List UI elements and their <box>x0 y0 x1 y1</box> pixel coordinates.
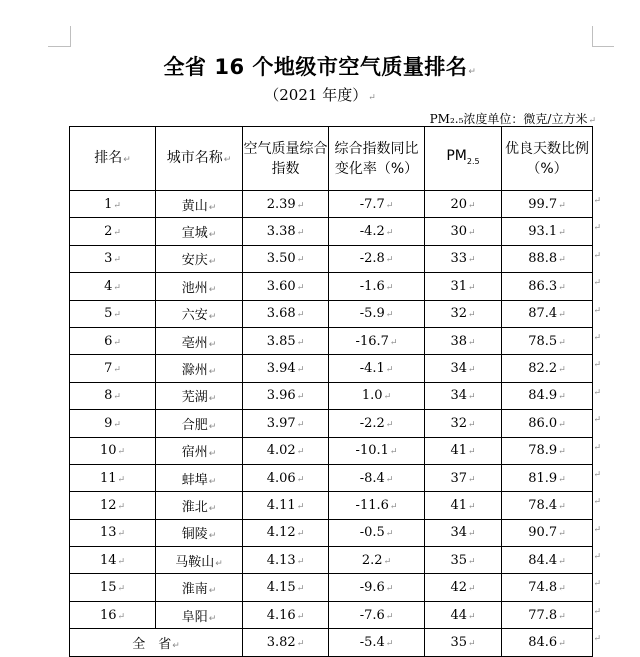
table-row <box>70 601 593 628</box>
cell-city: 马鞍山↵ <box>156 547 243 574</box>
paragraph-mark-icon: ↵ <box>208 394 217 405</box>
paragraph-mark-icon: ↵ <box>172 640 180 651</box>
cell-change: -1.6↵ <box>329 273 425 300</box>
ranking-table <box>69 126 601 657</box>
paragraph-mark-icon: ↵ <box>208 257 217 268</box>
cell-index: 2.39↵ <box>243 191 329 218</box>
cell-change: -5.4↵ <box>329 629 425 656</box>
cell-pm25: 20↵ <box>425 191 502 218</box>
cell-good-days: 86.3↵ ↵ <box>502 273 593 300</box>
paragraph-mark-icon: ↵ <box>113 200 121 211</box>
paragraph-mark-icon: ↵ <box>113 419 121 430</box>
cell-rank: 2↵ <box>70 218 156 245</box>
subtitle-text: （2021 年度） <box>264 86 368 104</box>
table-row <box>70 492 593 519</box>
crop-mark-top-right <box>592 26 593 47</box>
unit-note-text: PM₂.₅浓度单位：微克/立方米 <box>429 112 588 126</box>
cell-index: 3.68↵ <box>243 300 329 327</box>
document-subtitle <box>0 84 640 105</box>
paragraph-mark-icon: ↵ <box>558 611 566 622</box>
cell-good-days: 78.5↵ ↵ <box>502 327 593 354</box>
paragraph-mark-icon: ↵ <box>123 154 131 165</box>
cell-good-days: 78.9↵ ↵ <box>502 437 593 464</box>
table-header-row <box>70 127 593 191</box>
cell-change: -7.7↵ <box>329 191 425 218</box>
paragraph-mark-icon: ↵ <box>468 419 476 430</box>
paragraph-mark-icon: ↵ <box>468 67 477 77</box>
paragraph-mark-icon: ↵ <box>385 529 394 540</box>
cell-good-days: 82.2↵ ↵ <box>502 355 593 382</box>
cell-index: 4.11↵ <box>243 492 329 519</box>
cell-pm25: 34↵ <box>425 382 502 409</box>
cell-rank: 8↵ <box>70 382 156 409</box>
cell-change: -9.6↵ <box>329 574 425 601</box>
paragraph-mark-icon: ↵ <box>296 529 305 540</box>
cell-pm25: 38↵ <box>425 327 502 354</box>
cell-pm25: 41↵ <box>425 437 502 464</box>
paragraph-mark-icon: ↵ <box>385 282 394 293</box>
table-row <box>70 191 593 218</box>
table-row <box>70 547 593 574</box>
paragraph-mark-icon: ↵ <box>558 447 566 458</box>
cell-rank: 11↵ <box>70 464 156 491</box>
paragraph-mark-icon: ↵ <box>208 476 217 487</box>
unit-note <box>430 110 596 127</box>
header-index: 空气质量综合指数 <box>243 127 329 191</box>
row-end-mark-icon: ↵ <box>593 250 601 261</box>
header-rank: 排名↵ <box>70 127 156 191</box>
cell-good-days: 93.1↵ ↵ <box>502 218 593 245</box>
paragraph-mark-icon: ↵ <box>385 638 394 649</box>
row-end-mark-icon: ↵ <box>593 442 601 453</box>
cell-city: 淮北↵ <box>156 492 243 519</box>
row-end-mark-icon: ↵ <box>593 552 601 563</box>
paragraph-mark-icon: ↵ <box>468 255 476 266</box>
paragraph-mark-icon: ↵ <box>385 611 394 622</box>
cell-change: -16.7↵ <box>329 327 425 354</box>
cell-pm25: 31↵ <box>425 273 502 300</box>
paragraph-mark-icon: ↵ <box>296 310 305 321</box>
cell-pm25: 42↵ <box>425 574 502 601</box>
table-row-total <box>70 629 593 656</box>
table-row <box>70 218 593 245</box>
cell-city: 六安↵ <box>156 300 243 327</box>
paragraph-mark-icon: ↵ <box>558 392 566 403</box>
paragraph-mark-icon: ↵ <box>558 310 566 321</box>
cell-good-days: 78.4↵ ↵ <box>502 492 593 519</box>
cell-index: 3.85↵ <box>243 327 329 354</box>
paragraph-mark-icon: ↵ <box>468 556 476 567</box>
cell-index: 4.06↵ <box>243 464 329 491</box>
cell-city: 池州↵ <box>156 273 243 300</box>
cell-good-days: 90.7↵ ↵ <box>502 519 593 546</box>
document-title <box>0 51 640 81</box>
cell-rank: 16↵ <box>70 601 156 628</box>
cell-pm25: 32↵ <box>425 300 502 327</box>
paragraph-mark-icon: ↵ <box>296 556 305 567</box>
paragraph-mark-icon: ↵ <box>383 556 392 567</box>
table-row <box>70 410 593 437</box>
paragraph-mark-icon: ↵ <box>296 638 305 649</box>
cell-index: 4.13↵ <box>243 547 329 574</box>
table-row <box>70 327 593 354</box>
row-end-mark-icon: ↵ <box>593 196 601 206</box>
paragraph-mark-icon: ↵ <box>296 365 305 376</box>
paragraph-mark-icon: ↵ <box>558 501 566 512</box>
header-city: 城市名称↵ <box>156 127 243 191</box>
cell-pm25: 30↵ <box>425 218 502 245</box>
paragraph-mark-icon: ↵ <box>468 392 476 403</box>
cell-city: 阜阳↵ <box>156 601 243 628</box>
cell-rank: 14↵ <box>70 547 156 574</box>
cell-city: 蚌埠↵ <box>156 464 243 491</box>
paragraph-mark-icon: ↵ <box>468 611 476 622</box>
cell-total-label: 全 省↵ <box>70 629 243 656</box>
paragraph-mark-icon: ↵ <box>208 613 217 624</box>
header-change: 综合指数同比变化率（%） <box>329 127 425 191</box>
cell-index: 3.97↵ <box>243 410 329 437</box>
cell-pm25: 37↵ <box>425 464 502 491</box>
paragraph-mark-icon: ↵ <box>296 337 305 348</box>
cell-city: 合肥↵ <box>156 410 243 437</box>
crop-mark-top-left <box>48 46 70 47</box>
paragraph-mark-icon: ↵ <box>296 228 305 239</box>
row-end-mark-icon: ↵ <box>593 223 601 234</box>
cell-change: -2.8↵ <box>329 245 425 272</box>
cell-city: 芜湖↵ <box>156 382 243 409</box>
paragraph-mark-icon: ↵ <box>385 200 394 211</box>
paragraph-mark-icon: ↵ <box>208 503 217 514</box>
row-end-mark-icon: ↵ <box>593 634 601 645</box>
paragraph-mark-icon: ↵ <box>113 337 121 348</box>
cell-good-days: 84.4↵ ↵ <box>502 547 593 574</box>
paragraph-mark-icon: ↵ <box>385 365 394 376</box>
paragraph-mark-icon: ↵ <box>368 93 376 103</box>
cell-good-days: 77.8↵ ↵ <box>502 601 593 628</box>
cell-rank: 4↵ <box>70 273 156 300</box>
paragraph-mark-icon: ↵ <box>113 282 121 293</box>
cell-good-days: 74.8↵ ↵ <box>502 574 593 601</box>
cell-index: 3.94↵ <box>243 355 329 382</box>
paragraph-mark-icon: ↵ <box>296 584 305 595</box>
cell-good-days: 99.7↵ ↵ <box>502 191 593 218</box>
cell-change: -0.5↵ <box>329 519 425 546</box>
paragraph-mark-icon: ↵ <box>558 365 566 376</box>
cell-pm25: 34↵ <box>425 355 502 382</box>
cell-index: 4.15↵ <box>243 574 329 601</box>
paragraph-mark-icon: ↵ <box>296 419 305 430</box>
paragraph-mark-icon: ↵ <box>208 421 217 432</box>
paragraph-mark-icon: ↵ <box>558 529 566 540</box>
cell-good-days: 81.9↵ ↵ <box>502 464 593 491</box>
paragraph-mark-icon: ↵ <box>558 556 566 567</box>
cell-rank: 7↵ <box>70 355 156 382</box>
paragraph-mark-icon: ↵ <box>113 392 121 403</box>
paragraph-mark-icon: ↵ <box>468 638 476 649</box>
cell-rank: 9↵ <box>70 410 156 437</box>
table-body <box>70 191 601 657</box>
paragraph-mark-icon: ↵ <box>215 558 223 569</box>
paragraph-mark-icon: ↵ <box>117 501 126 512</box>
paragraph-mark-icon: ↵ <box>468 447 476 458</box>
paragraph-mark-icon: ↵ <box>208 531 217 542</box>
paragraph-mark-icon: ↵ <box>296 200 305 211</box>
paragraph-mark-icon: ↵ <box>558 200 566 211</box>
paragraph-mark-icon: ↵ <box>296 611 305 622</box>
cell-index: 4.12↵ <box>243 519 329 546</box>
cell-rank: 12↵ <box>70 492 156 519</box>
paragraph-mark-icon: ↵ <box>389 447 398 458</box>
cell-city: 黄山↵ <box>156 191 243 218</box>
cell-pm25: 41↵ <box>425 492 502 519</box>
row-end-mark-icon: ↵ <box>593 387 601 398</box>
paragraph-mark-icon: ↵ <box>117 556 126 567</box>
paragraph-mark-icon: ↵ <box>208 312 217 323</box>
paragraph-mark-icon: ↵ <box>558 474 566 485</box>
paragraph-mark-icon: ↵ <box>383 392 392 403</box>
paragraph-mark-icon: ↵ <box>385 228 394 239</box>
cell-rank: 3↵ <box>70 245 156 272</box>
cell-rank: 5↵ <box>70 300 156 327</box>
cell-pm25: 32↵ <box>425 410 502 437</box>
cell-change: -7.6↵ <box>329 601 425 628</box>
cell-good-days: 86.0↵ ↵ <box>502 410 593 437</box>
paragraph-mark-icon: ↵ <box>223 154 232 165</box>
paragraph-mark-icon: ↵ <box>468 200 476 211</box>
cell-rank: 10↵ <box>70 437 156 464</box>
paragraph-mark-icon: ↵ <box>208 449 217 460</box>
cell-change: -8.4↵ <box>329 464 425 491</box>
cell-pm25: 35↵ <box>425 547 502 574</box>
crop-mark-top-right <box>592 46 614 47</box>
cell-change: -2.2↵ <box>329 410 425 437</box>
paragraph-mark-icon: ↵ <box>296 447 305 458</box>
paragraph-mark-icon: ↵ <box>117 529 126 540</box>
paragraph-mark-icon: ↵ <box>208 367 217 378</box>
cell-index: 3.82↵ <box>243 629 329 656</box>
paragraph-mark-icon: ↵ <box>468 337 476 348</box>
cell-index: 4.02↵ <box>243 437 329 464</box>
cell-index: 3.96↵ <box>243 382 329 409</box>
paragraph-mark-icon: ↵ <box>558 584 566 595</box>
crop-mark-top-left <box>70 26 71 47</box>
paragraph-mark-icon: ↵ <box>385 584 394 595</box>
cell-change: 1.0↵ <box>329 382 425 409</box>
cell-change: 2.2↵ <box>329 547 425 574</box>
cell-good-days: 88.8↵ ↵ <box>502 245 593 272</box>
paragraph-mark-icon: ↵ <box>208 284 217 295</box>
paragraph-mark-icon: ↵ <box>468 228 476 239</box>
paragraph-mark-icon: ↵ <box>208 339 217 350</box>
cell-city: 亳州↵ <box>156 327 243 354</box>
cell-change: -4.2↵ <box>329 218 425 245</box>
paragraph-mark-icon: ↵ <box>117 447 126 458</box>
cell-pm25: 35↵ <box>425 629 502 656</box>
cell-good-days: 84.9↵ ↵ <box>502 382 593 409</box>
header-good-days: 优良天数比例（%） <box>502 127 593 191</box>
paragraph-mark-icon: ↵ <box>117 584 126 595</box>
paragraph-mark-icon: ↵ <box>113 310 121 321</box>
row-end-mark-icon: ↵ <box>593 278 601 289</box>
paragraph-mark-icon: ↵ <box>558 228 566 239</box>
cell-change: -11.6↵ <box>329 492 425 519</box>
cell-rank: 13↵ <box>70 519 156 546</box>
paragraph-mark-icon: ↵ <box>208 230 217 241</box>
cell-index: 4.16↵ <box>243 601 329 628</box>
table-row <box>70 355 593 382</box>
table-row <box>70 382 593 409</box>
table-row <box>70 437 593 464</box>
row-end-mark-icon: ↵ <box>593 497 601 508</box>
cell-change: -5.9↵ <box>329 300 425 327</box>
cell-city: 淮南↵ <box>156 574 243 601</box>
row-end-mark-icon: ↵ <box>593 579 601 590</box>
paragraph-mark-icon: ↵ <box>389 501 398 512</box>
cell-change: -10.1↵ <box>329 437 425 464</box>
paragraph-mark-icon: ↵ <box>296 501 305 512</box>
cell-city: 宣城↵ <box>156 218 243 245</box>
cell-rank: 6↵ <box>70 327 156 354</box>
row-end-mark-icon: ↵ <box>593 305 601 316</box>
paragraph-mark-icon: ↵ <box>588 116 596 126</box>
cell-index: 3.60↵ <box>243 273 329 300</box>
cell-city: 安庆↵ <box>156 245 243 272</box>
table-row <box>70 245 593 272</box>
paragraph-mark-icon: ↵ <box>558 638 566 649</box>
table-row <box>70 519 593 546</box>
row-end-mark-icon: ↵ <box>593 469 601 480</box>
cell-pm25: 44↵ <box>425 601 502 628</box>
paragraph-mark-icon: ↵ <box>468 310 476 321</box>
row-end-mark-icon: ↵ <box>593 524 601 535</box>
paragraph-mark-icon: ↵ <box>558 282 566 293</box>
paragraph-mark-icon: ↵ <box>385 419 394 430</box>
paragraph-mark-icon: ↵ <box>468 282 476 293</box>
paragraph-mark-icon: ↵ <box>208 586 217 597</box>
cell-city: 滁州↵ <box>156 355 243 382</box>
cell-change: -4.1↵ <box>329 355 425 382</box>
paragraph-mark-icon: ↵ <box>113 365 121 376</box>
cell-city: 宿州↵ <box>156 437 243 464</box>
cell-rank: 15↵ <box>70 574 156 601</box>
cell-rank: 1↵ <box>70 191 156 218</box>
row-end-mark-icon: ↵ <box>593 360 601 371</box>
table-row <box>70 273 593 300</box>
row-end-mark-icon: ↵ <box>593 606 601 617</box>
cell-good-days: 84.6↵ ↵ <box>502 629 593 656</box>
paragraph-mark-icon: ↵ <box>296 282 305 293</box>
table-row <box>70 300 593 327</box>
paragraph-mark-icon: ↵ <box>468 584 476 595</box>
paragraph-mark-icon: ↵ <box>385 474 394 485</box>
row-end-mark-icon: ↵ <box>593 332 601 343</box>
cell-index: 3.50↵ <box>243 245 329 272</box>
table-row <box>70 464 593 491</box>
paragraph-mark-icon: ↵ <box>468 501 476 512</box>
paragraph-mark-icon: ↵ <box>558 419 566 430</box>
paragraph-mark-icon: ↵ <box>468 529 476 540</box>
paragraph-mark-icon: ↵ <box>117 474 126 485</box>
cell-good-days: 87.4↵ ↵ <box>502 300 593 327</box>
header-pm25: $PM_{2.5}$ <box>425 127 502 191</box>
title-text: 全省 16 个地级市空气质量排名 <box>163 55 468 79</box>
paragraph-mark-icon: ↵ <box>296 255 305 266</box>
cell-pm25: 33↵ <box>425 245 502 272</box>
paragraph-mark-icon: ↵ <box>468 474 476 485</box>
cell-index: 3.38↵ <box>243 218 329 245</box>
paragraph-mark-icon: ↵ <box>468 365 476 376</box>
cell-pm25: 34↵ <box>425 519 502 546</box>
paragraph-mark-icon: ↵ <box>113 255 121 266</box>
paragraph-mark-icon: ↵ <box>558 337 566 348</box>
paragraph-mark-icon: ↵ <box>385 310 394 321</box>
paragraph-mark-icon: ↵ <box>558 255 566 266</box>
paragraph-mark-icon: ↵ <box>385 255 394 266</box>
paragraph-mark-icon: ↵ <box>296 392 305 403</box>
paragraph-mark-icon: ↵ <box>113 228 121 239</box>
paragraph-mark-icon: ↵ <box>389 337 398 348</box>
paragraph-mark-icon: ↵ <box>296 474 305 485</box>
cell-city: 铜陵↵ <box>156 519 243 546</box>
paragraph-mark-icon: ↵ <box>117 611 126 622</box>
row-end-mark-icon: ↵ <box>593 415 601 426</box>
table-row <box>70 574 593 601</box>
paragraph-mark-icon: ↵ <box>208 202 217 213</box>
